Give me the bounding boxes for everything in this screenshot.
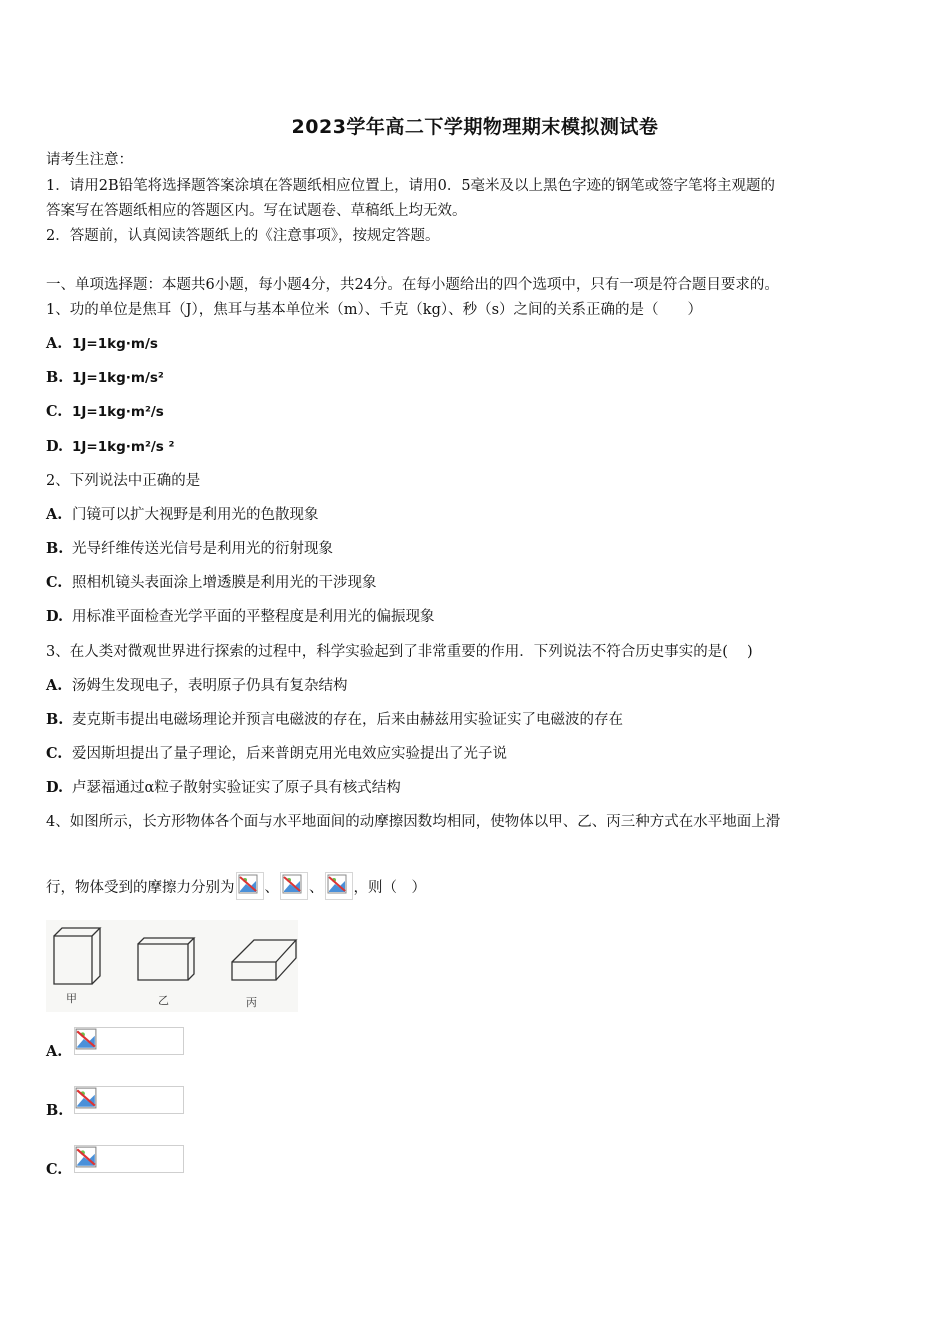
question-4-option-a-letter: A. — [46, 1043, 63, 1060]
question-4-option-b-letter: B. — [46, 1102, 64, 1119]
question-4-option-a-image — [74, 1027, 184, 1055]
figure-label-yi: 乙 — [158, 994, 169, 1007]
broken-image-icon — [75, 1028, 97, 1050]
notice-heading: 请考生注意： — [46, 152, 133, 168]
question-2-stem: 2、下列说法中正确的是 — [46, 473, 201, 489]
question-4-figure — [46, 920, 298, 1012]
option-text: 1J=1kg·m²/s — [72, 404, 164, 420]
option-text: 1J=1kg·m²/s ² — [72, 439, 175, 455]
option-text: 汤姆生发现电子，表明原子仍具有复杂结构 — [72, 678, 348, 694]
broken-image-icon — [236, 872, 264, 900]
option-letter: C. — [46, 403, 63, 420]
question-3-option-d — [46, 778, 910, 798]
option-text: 用标准平面检查光学平面的平整程度是利用光的偏振现象 — [72, 609, 435, 625]
option-text: 门镜可以扩大视野是利用光的色散现象 — [72, 507, 319, 523]
question-3-stem: 3、在人类对微观世界进行探索的过程中，科学实验起到了非常重要的作用．下列说法不符合历史事实的是( ) — [46, 644, 753, 660]
broken-image-icon — [75, 1087, 97, 1109]
option-letter: C. — [46, 745, 63, 762]
question-2-option-a — [46, 505, 910, 525]
option-text: 1J=1kg·m/s — [72, 336, 158, 352]
option-letter: A. — [46, 506, 63, 523]
option-letter: A. — [46, 335, 63, 352]
option-text: 麦克斯韦提出电磁场理论并预言电磁波的存在，后来由赫兹用实验证实了电磁波的存在 — [72, 712, 623, 728]
broken-image-icon — [75, 1146, 97, 1168]
separator: 、 — [264, 880, 279, 896]
option-text: 卢瑟福通过α粒子散射实验证实了原子具有核式结构 — [72, 780, 401, 796]
question-1-option-a — [46, 334, 910, 354]
page-title: 2023学年高二下学期物理期末模拟测试卷 — [291, 116, 659, 138]
separator: 、 — [309, 880, 324, 896]
option-text: 爱因斯坦提出了量子理论，后来普朗克用光电效应实验提出了光子说 — [72, 746, 507, 762]
question-3-option-b — [46, 710, 910, 730]
question-4-stem-line-2 — [46, 872, 910, 901]
question-4-option-c-letter: C. — [46, 1161, 63, 1178]
option-text: 1J=1kg·m/s² — [72, 370, 164, 386]
question-1-option-c — [46, 402, 910, 422]
option-letter: A. — [46, 677, 63, 694]
question-4-option-b-image — [74, 1086, 184, 1114]
question-1-option-b — [46, 368, 910, 388]
figure-label-bing: 丙 — [246, 996, 257, 1009]
notice-item-1a: 1．请用2B铅笔将选择题答案涂填在答题纸相应位置上，请用0．5毫米及以上黑色字迹的钢笔或签字笔将主观题的 — [46, 178, 776, 194]
option-letter: B. — [46, 540, 64, 557]
stem-text: 行，物体受到的摩擦力分别为 — [46, 880, 235, 896]
notice-item-2: 2．答题前，认真阅读答题纸上的《注意事项》，按规定答题。 — [46, 228, 440, 244]
option-text: 光导纤维传送光信号是利用光的衍射现象 — [72, 541, 333, 557]
section-heading: 一、单项选择题：本题共6小题，每小题4分，共24分。在每小题给出的四个选项中，只有一项是符合题目要求的。 — [46, 277, 779, 293]
option-text: 照相机镜头表面涂上增透膜是利用光的干涉现象 — [72, 575, 377, 591]
option-letter: D. — [46, 438, 64, 455]
broken-image-icon — [280, 872, 308, 900]
option-letter: B. — [46, 711, 64, 728]
figure-label-jia: 甲 — [66, 992, 77, 1005]
stem-text: ，则（ ） — [353, 880, 426, 896]
question-1-option-d — [46, 437, 910, 457]
question-3-option-c — [46, 744, 910, 764]
question-1-stem: 1、功的单位是焦耳（J），焦耳与基本单位米（m）、千克（kg）、秒（s）之间的关系正确的是（ ） — [46, 302, 703, 318]
question-2-option-d — [46, 607, 910, 627]
option-letter: D. — [46, 779, 64, 796]
question-4-option-c-image — [74, 1145, 184, 1173]
box-figure-svg — [46, 920, 298, 1012]
option-letter: C. — [46, 574, 63, 591]
question-4-stem-line-1: 4、如图所示，长方形物体各个面与水平地面间的动摩擦因数均相同，使物体以甲、乙、丙三种方式在水平地面上滑 — [46, 814, 781, 830]
option-letter: D. — [46, 608, 64, 625]
question-2-option-b — [46, 539, 910, 559]
option-letter: B. — [46, 369, 64, 386]
broken-image-icon — [325, 872, 353, 900]
question-2-option-c — [46, 573, 910, 593]
question-3-option-a — [46, 676, 910, 696]
notice-item-1b: 答案写在答题纸相应的答题区内。写在试题卷、草稿纸上均无效。 — [46, 203, 467, 219]
